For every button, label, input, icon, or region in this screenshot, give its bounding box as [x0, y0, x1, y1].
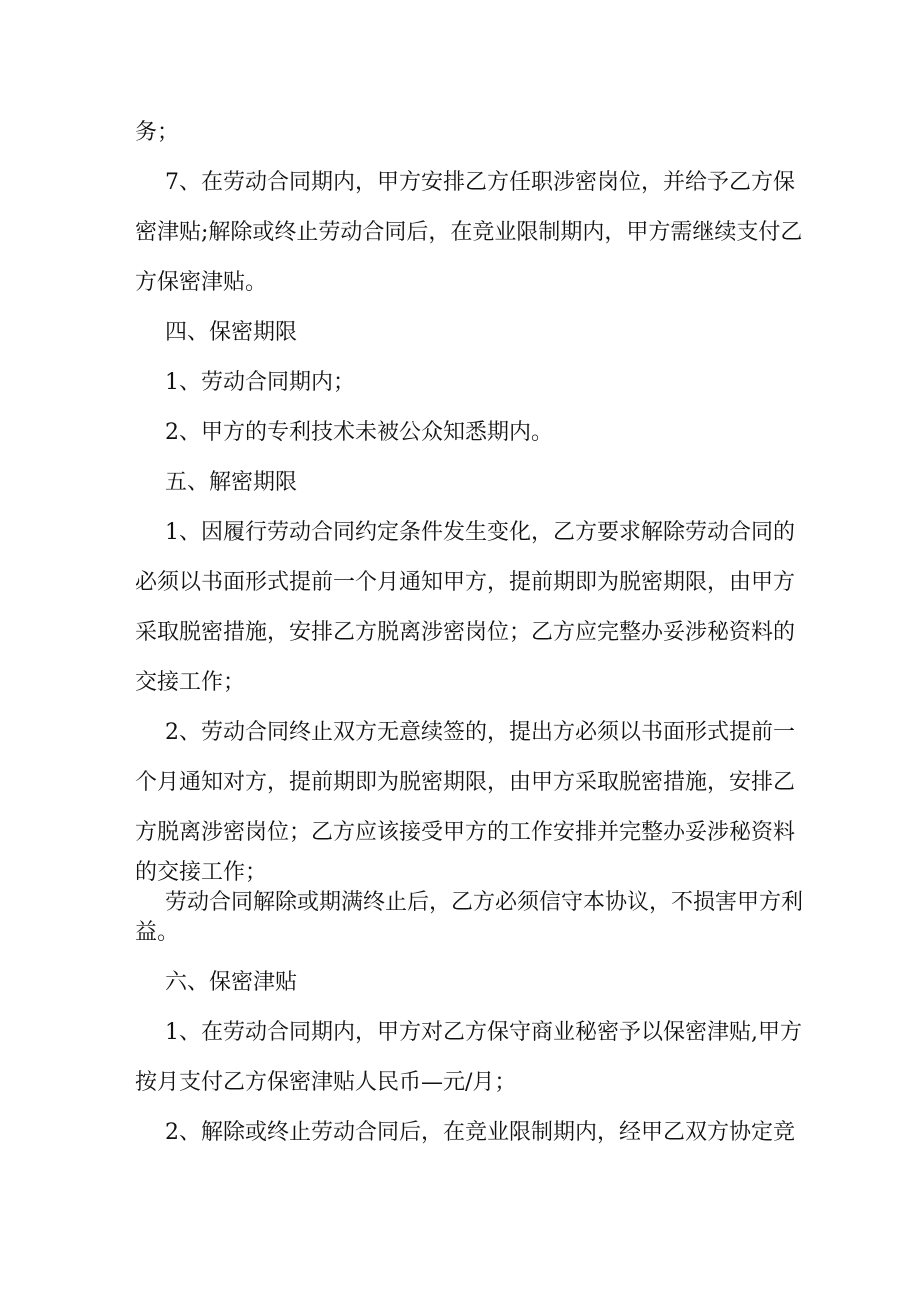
text-line-7: 2、甲方的专利技术未被公众知悉期内。: [165, 420, 553, 445]
text-line-9: 1、因履行劳动合同约定条件发生变化，乙方要求解除劳动合同的: [165, 520, 795, 545]
text-line-20: 1、在劳动合同期内，甲方对乙方保守商业秘密予以保密津贴,甲方: [165, 1020, 802, 1045]
text-line-2: 7、在劳动合同期内，甲方安排乙方任职涉密岗位，并给予乙方保: [165, 170, 795, 195]
text-line-12: 交接工作；: [135, 670, 246, 695]
section-heading-6: 六、保密津贴: [165, 970, 298, 995]
text-line-18: 益。: [135, 920, 180, 945]
text-line-15: 方脱离涉密岗位；乙方应该接受甲方的工作安排并完整办妥涉秘资料: [135, 820, 796, 845]
text-line-10: 必须以书面形式提前一个月通知甲方，提前期即为脱密期限，由甲方: [135, 570, 796, 595]
text-line-11: 采取脱密措施，安排乙方脱离涉密岗位；乙方应完整办妥涉秘资料的: [135, 620, 796, 645]
text-line-13: 2、劳动合同终止双方无意续签的，提出方必须以书面形式提前一: [165, 720, 795, 745]
text-line-22: 2、解除或终止劳动合同后，在竞业限制期内，经甲乙双方协定竞: [165, 1120, 795, 1145]
text-line-4: 方保密津贴。: [135, 270, 268, 295]
text-line-1: 务；: [135, 120, 180, 145]
text-line-21: 按月支付乙方保密津贴人民币—元/月；: [135, 1070, 517, 1095]
section-heading-4: 四、保密期限: [165, 320, 298, 345]
text-line-17: 劳动合同解除或期满终止后，乙方必须信守本协议，不损害甲方利: [165, 890, 804, 915]
text-line-16: 的交接工作；: [135, 860, 268, 885]
text-line-14: 个月通知对方，提前期即为脱密期限，由甲方采取脱密措施，安排乙: [135, 770, 796, 795]
text-line-3: 密津贴;解除或终止劳动合同后，在竞业限制期内，甲方需继续支付乙: [135, 220, 803, 245]
section-heading-5: 五、解密期限: [165, 470, 298, 495]
text-line-6: 1、劳动合同期内；: [165, 370, 355, 395]
